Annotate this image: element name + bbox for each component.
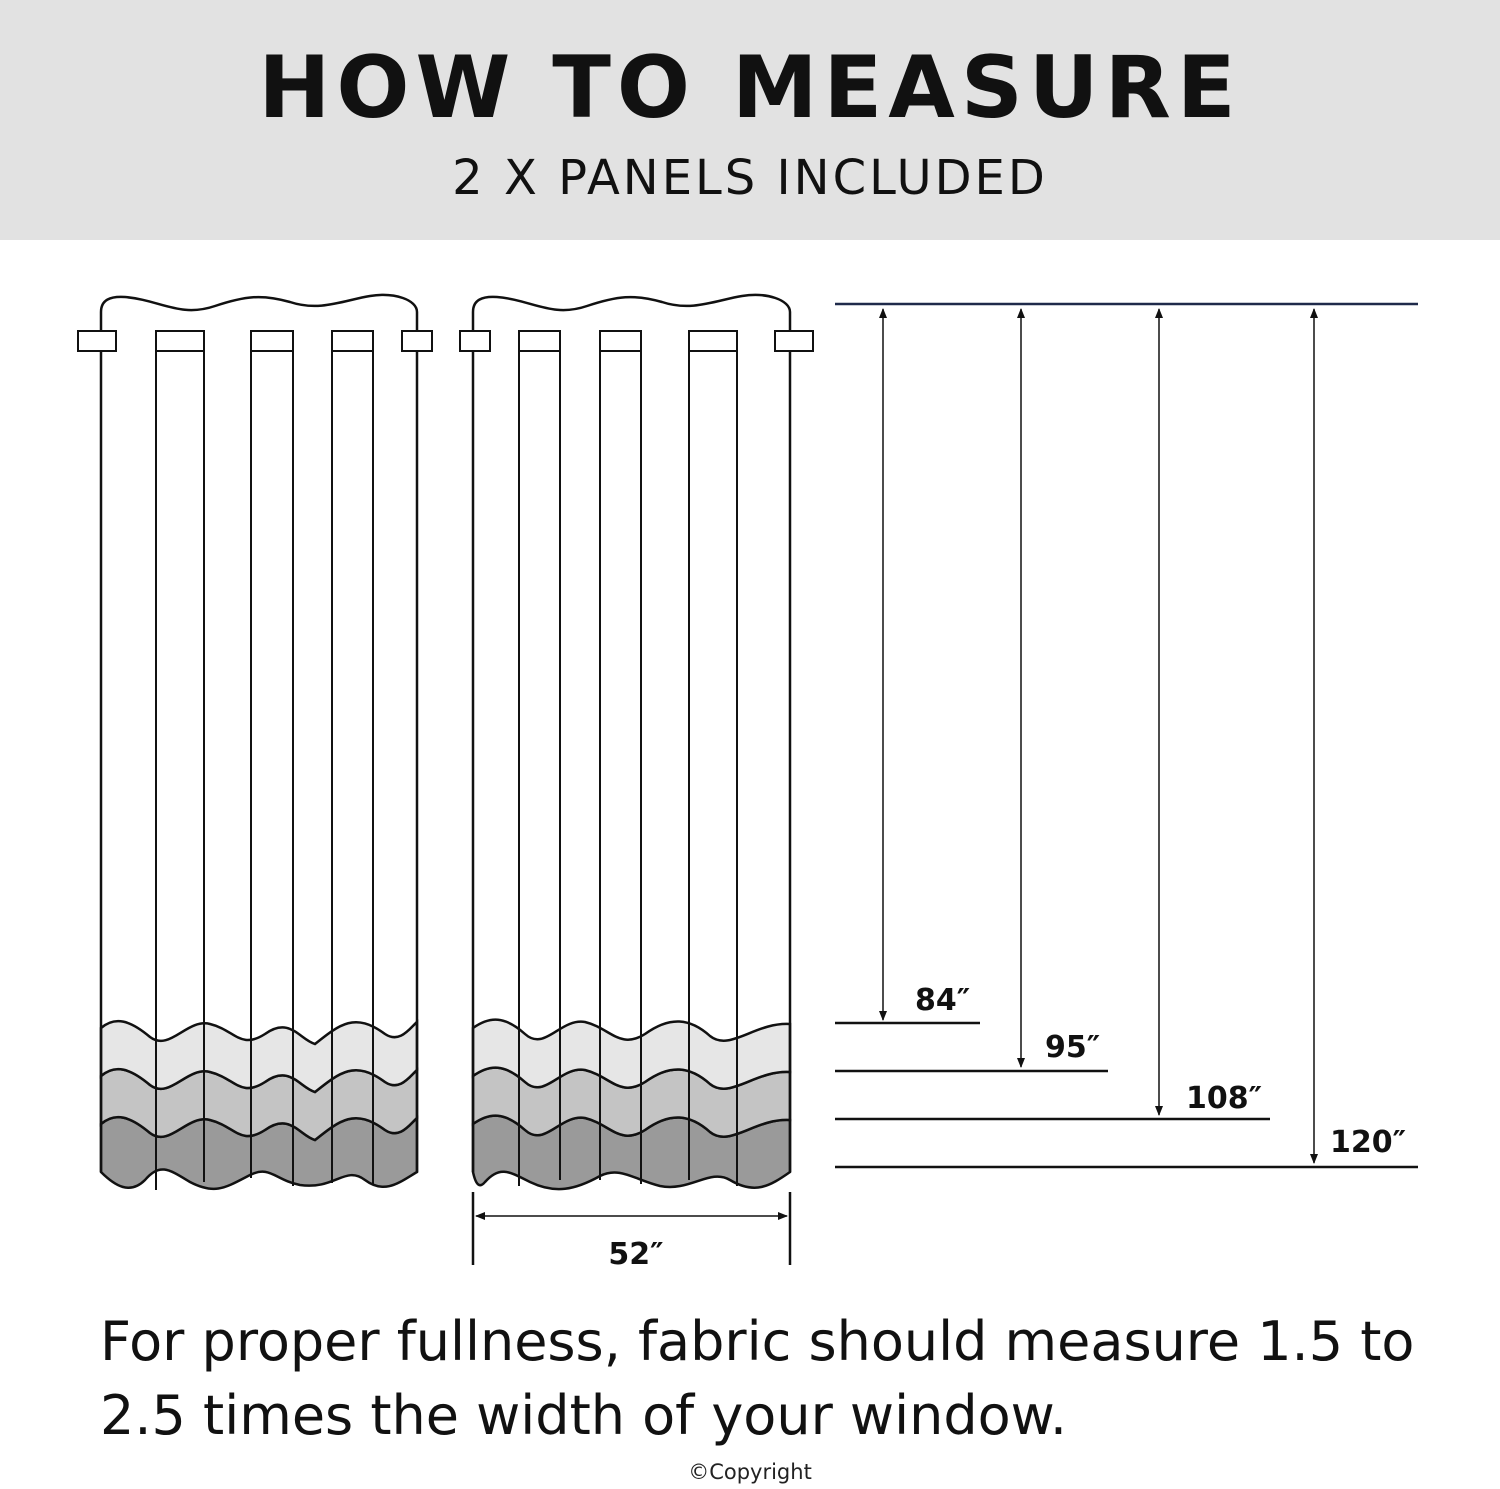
curtain-panel-right — [460, 295, 813, 1189]
length-label-108: 108″ — [1186, 1081, 1263, 1116]
page-subtitle: 2 X PANELS INCLUDED — [452, 150, 1048, 206]
header-banner — [0, 0, 1500, 240]
fullness-note: For proper fullness, fabric should measure 1.5 to 2.5 times the width of your window. — [100, 1310, 1415, 1447]
length-label-95: 95″ — [1045, 1030, 1101, 1065]
width-label: 52″ — [608, 1237, 664, 1272]
length-dimensions — [835, 304, 1418, 1167]
band-light — [473, 1020, 790, 1089]
curtain-panel-left — [78, 295, 432, 1190]
page-title: HOW TO MEASURE — [258, 38, 1242, 138]
length-label-120: 120″ — [1330, 1125, 1407, 1160]
curtain-rod-rings — [78, 331, 432, 351]
measure-diagram — [0, 240, 1500, 1290]
length-label-84: 84″ — [915, 983, 971, 1018]
copyright-text: ©Copyright — [688, 1460, 812, 1484]
curtain-rod-rings — [460, 331, 813, 351]
width-dimension — [473, 1192, 790, 1272]
